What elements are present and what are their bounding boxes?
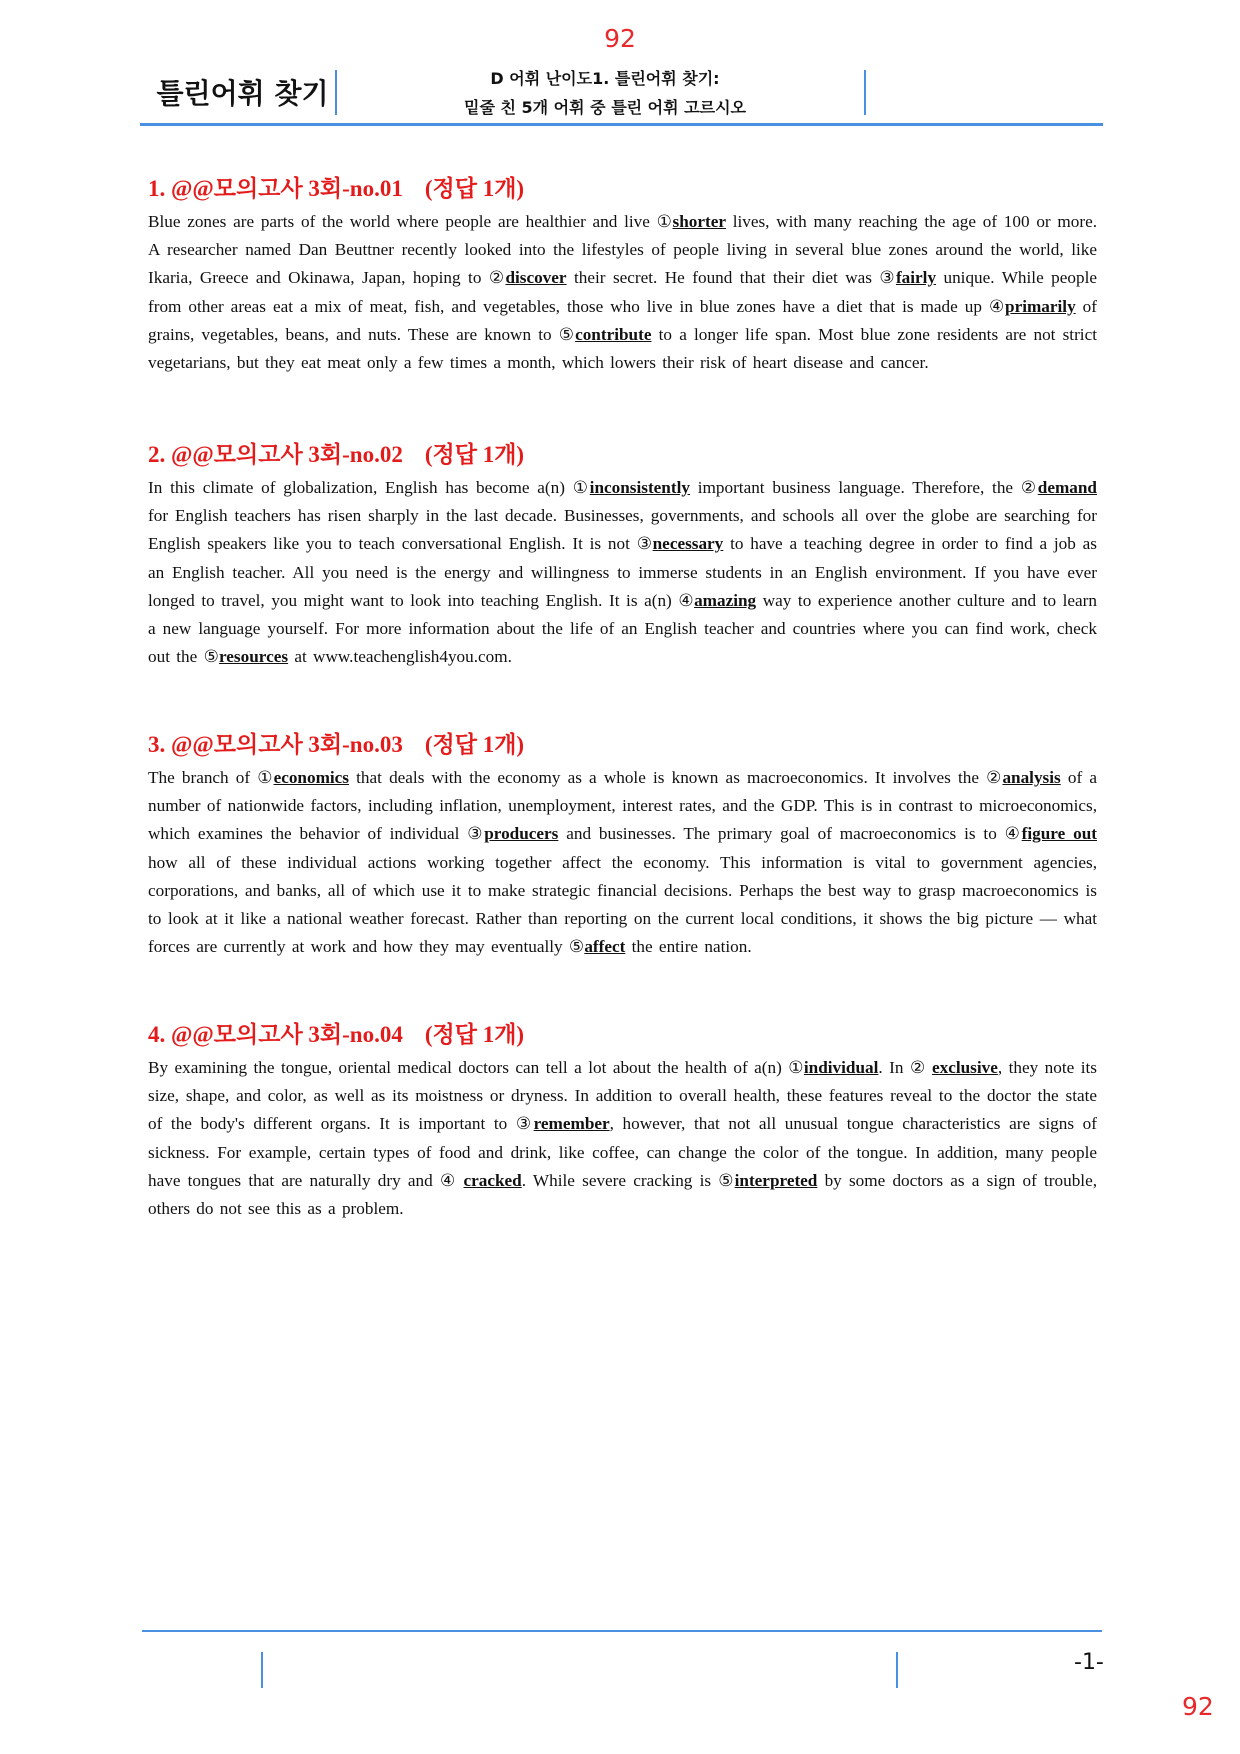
passage-text: , they note its size, shape, and color, as well as its moistness or dryness. In addition to overall health, these features reveal to the doctor the state of the body's different organs. It is important to: [148, 1058, 1097, 1134]
passage-text: ②: [909, 1058, 926, 1077]
question-heading: [148, 438, 1097, 472]
passage-text: for English teachers has risen sharply in the last decade. Businesses, governments, and schools all over the globe are searching for English speakers like you to teach conversational English. It is not: [148, 506, 1097, 554]
passage-text: that deals with the economy as a whole is known as macroeconomics. It involves the: [348, 768, 987, 787]
underlined-vocab-word: primarily: [1005, 296, 1076, 316]
answer-note: (정답 1개): [424, 176, 525, 201]
passage-text: how all of these individual actions working together affect the economy. This information is vital to government agencies, corporations, and banks, all of which use it to make strategic financial decisions. Perhaps the best way to grasp macroeconomics is to look at it like a national weather forecast. Rather than reporting on the current local conditions, it shows the big picture — what forces are currently at work and how they may eventually: [148, 852, 1097, 957]
underlined-vocab-word: necessary: [652, 534, 724, 554]
footer-page-label: -1-: [1074, 1650, 1104, 1675]
passage-text: of grains, vegetables, beans, and nuts. These are known to: [148, 296, 1097, 344]
passage-text: ③: [467, 824, 485, 844]
passage-text: ⑤: [568, 937, 585, 957]
question-heading: [148, 728, 1097, 762]
question-heading: [148, 1018, 1097, 1052]
underlined-vocab-word: inconsistently: [589, 478, 690, 497]
passage-text: ③: [515, 1114, 534, 1134]
header-subtitle-line2: 밑줄 친 5개 어휘 중 틀린 어휘 고르시오: [464, 98, 746, 117]
header-divider-left: [335, 70, 337, 115]
question-heading-text: 4. @@모의고사 3회-no.04: [148, 1022, 403, 1047]
passage-text: and businesses. The primary goal of macroeconomics is to: [558, 824, 1005, 844]
passage-text: [456, 1171, 463, 1190]
footer-divider-left: [261, 1652, 263, 1688]
underlined-vocab-word: discover: [505, 268, 567, 288]
header-subtitle-line1: D 어휘 난이도1. 틀린어휘 찾기:: [490, 69, 720, 88]
passage-text: by some doctors as a sign of trouble, others do not see this as a problem.: [148, 1170, 1097, 1219]
underlined-vocab-word: individual: [803, 1058, 879, 1077]
answer-note: (정답 1개): [424, 1022, 525, 1047]
underlined-vocab-word: resources: [218, 647, 289, 667]
underlined-vocab-word: figure out: [1021, 824, 1097, 844]
passage-text: . In: [878, 1058, 910, 1077]
page-number-top: 92: [604, 24, 636, 53]
passage-text: ④: [988, 296, 1006, 316]
question-3: [148, 728, 1097, 961]
answer-note: (정답 1개): [424, 442, 525, 467]
underlined-vocab-word: contribute: [575, 324, 652, 344]
passage-text: ⑤: [558, 324, 576, 344]
question-passage: [148, 208, 1097, 377]
footer-divider-right: [896, 1652, 898, 1688]
underlined-vocab-word: cracked: [463, 1170, 522, 1190]
passage-text: ⑤: [203, 647, 219, 667]
question-passage: [148, 474, 1097, 671]
underlined-vocab-word: demand: [1037, 478, 1097, 497]
underlined-vocab-word: remember: [533, 1114, 610, 1134]
underlined-vocab-word: amazing: [694, 590, 757, 610]
passage-text: the entire nation.: [625, 937, 752, 957]
question-passage: [148, 1054, 1097, 1223]
header-rule: [140, 123, 1103, 126]
question-1: [148, 172, 1097, 377]
footer-rule: [142, 1630, 1102, 1632]
page-number-bottom: 92: [1182, 1692, 1214, 1721]
passage-text: ③: [636, 534, 653, 554]
question-passage: [148, 764, 1097, 961]
passage-text: to a longer life span. Most blue zone residents are not strict vegetarians, but they eat meat only a few times a month, which lowers their risk of heart disease and cancer.: [148, 324, 1097, 373]
underlined-vocab-word: affect: [584, 937, 626, 957]
passage-text: ①: [257, 768, 274, 787]
passage-text: Blue zones are parts of the world where people are healthier and live: [148, 212, 657, 231]
question-heading-text: 2. @@모의고사 3회-no.02: [148, 442, 403, 467]
passage-text: lives, with many reaching the age of 100 or more. A researcher named Dan Beuttner recently looked into the lifestyles of people living in several blue zones around the world, like Ikaria, Greece and Okinawa, Japan, hoping to: [148, 212, 1097, 288]
passage-text: ①: [572, 478, 590, 497]
underlined-vocab-word: economics: [273, 768, 349, 787]
passage-text: way to experience another culture and to learn a new language yourself. For more information about the life of an English teacher and countries where you can find work, check out the: [148, 590, 1098, 667]
passage-text: The branch of: [148, 768, 258, 787]
passage-text: ④: [678, 590, 695, 610]
passage-text: , however, that not all unusual tongue characteristics are signs of sickness. For example, certain types of food and drink, like coffee, can change the color of the tongue. In addition, many people have tongues that are naturally dry and: [148, 1114, 1097, 1190]
question-4: [148, 1018, 1097, 1223]
passage-text: their secret. He found that their diet was: [566, 268, 880, 288]
header-divider-right: [864, 70, 866, 115]
header-subtitle: [345, 64, 865, 122]
underlined-vocab-word: interpreted: [734, 1170, 818, 1190]
passage-text: ③: [879, 268, 896, 288]
underlined-vocab-word: shorter: [672, 212, 726, 231]
question-2: [148, 438, 1097, 671]
passage-text: ②: [986, 768, 1003, 787]
passage-text: important business language. Therefore, the: [689, 478, 1021, 497]
passage-text: ②: [488, 268, 506, 288]
answer-note: (정답 1개): [424, 732, 525, 757]
passage-text: . While severe cracking is: [521, 1170, 719, 1190]
passage-text: to have a teaching degree in order to find a job as an English teacher. All you need is the energy and willingness to immerse students in an English environment. If you have ever longed to travel, you might want to look into teaching English. It is a(n): [148, 534, 1097, 610]
underlined-vocab-word: exclusive: [932, 1058, 998, 1077]
question-heading: [148, 172, 1097, 206]
passage-text: ④: [439, 1170, 457, 1190]
passage-text: ②: [1020, 478, 1038, 497]
passage-text: ①: [656, 212, 673, 231]
passage-text: at www.teachenglish4you.com.: [288, 647, 512, 667]
passage-text: By examining the tongue, oriental medical doctors can tell a lot about the health of a(n): [148, 1058, 789, 1077]
underlined-vocab-word: analysis: [1002, 768, 1061, 787]
underlined-vocab-word: producers: [484, 824, 559, 844]
question-heading-text: 1. @@모의고사 3회-no.01: [148, 176, 403, 201]
passage-text: ⑤: [718, 1170, 735, 1190]
question-heading-text: 3. @@모의고사 3회-no.03: [148, 732, 403, 757]
header-title: 틀린어휘 찾기: [156, 77, 329, 110]
passage-text: ①: [788, 1058, 804, 1077]
underlined-vocab-word: fairly: [895, 268, 937, 288]
passage-text: In this climate of globalization, English has become a(n): [148, 478, 573, 497]
passage-text: of a number of nationwide factors, including inflation, unemployment, interest rates, and the GDP. This is in contrast to microeconomics, which examines the behavior of individual: [148, 768, 1097, 844]
passage-text: ④: [1004, 824, 1022, 844]
passage-text: unique. While people from other areas eat a mix of meat, fish, and vegetables, those who live in blue zones have a diet that is made up: [148, 268, 1097, 316]
